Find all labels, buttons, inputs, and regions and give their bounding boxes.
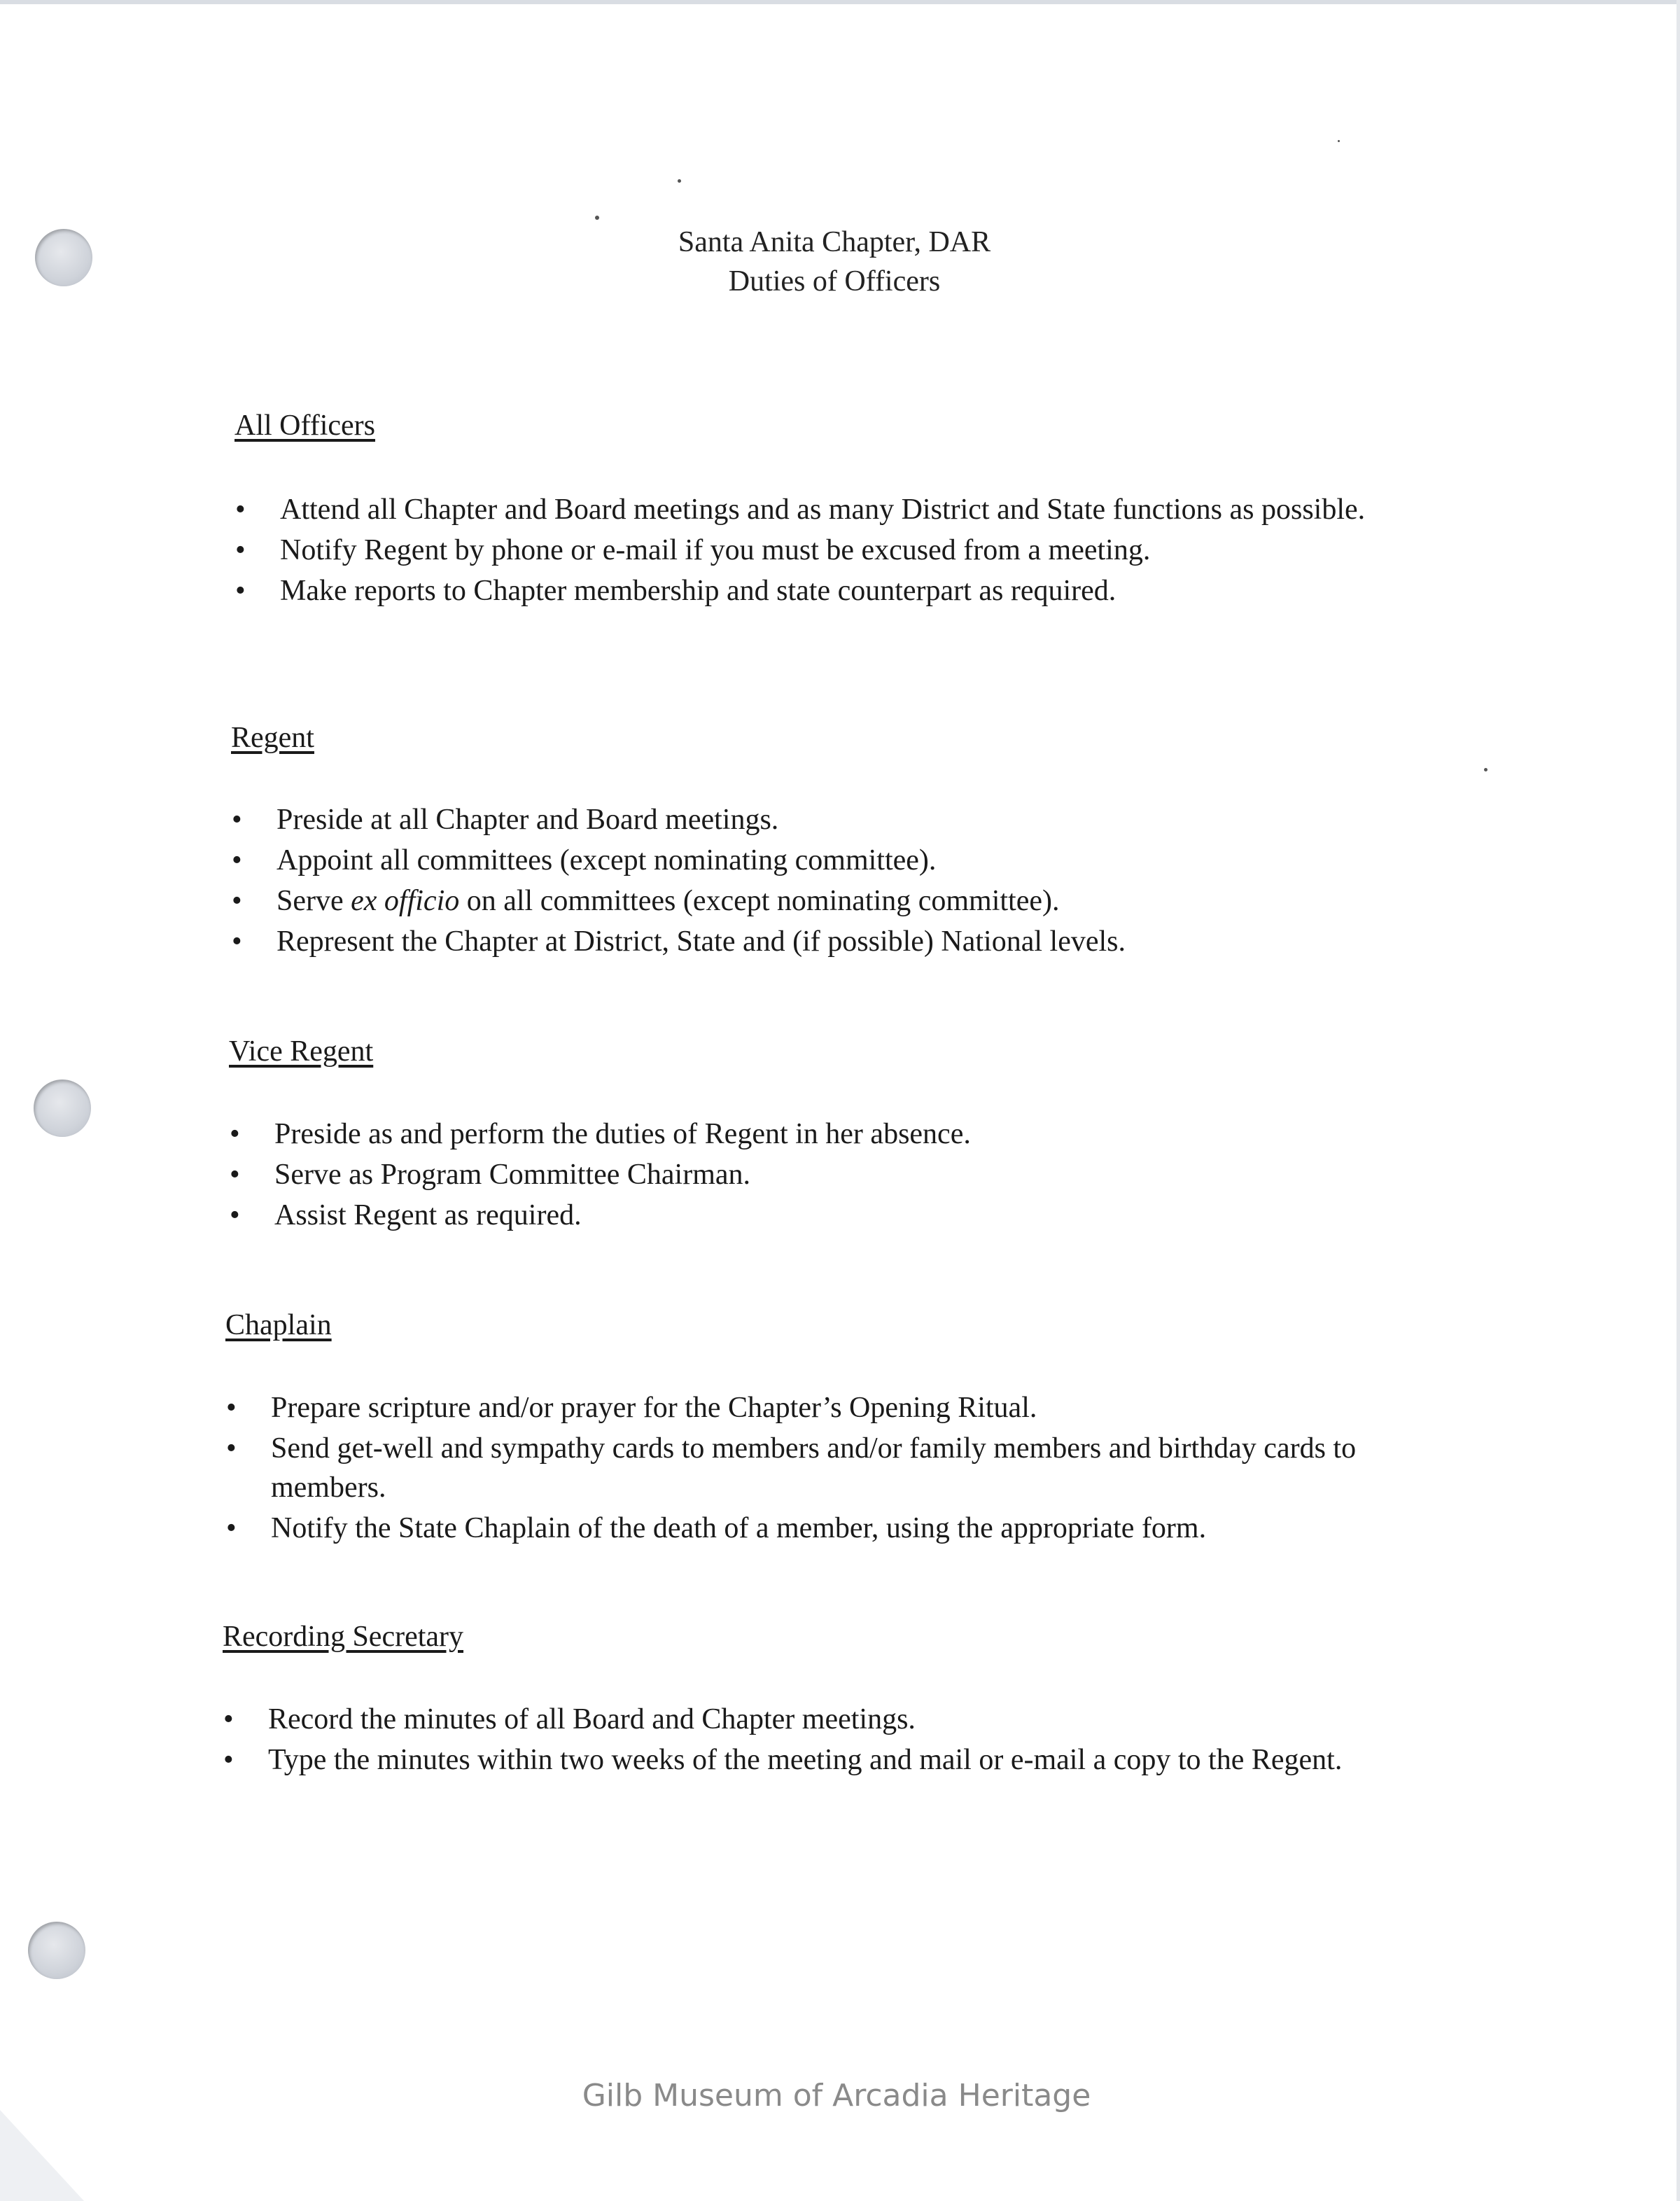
section-heading-recording-secretary: Recording Secretary <box>223 1621 464 1653</box>
section-heading-vice-regent: Vice Regent <box>229 1035 374 1068</box>
list-item: • Notify Regent by phone or e-mail if you must be excused from a meeting. <box>235 531 1397 570</box>
section-heading-regent: Regent <box>231 722 314 754</box>
vice-regent-list <box>230 1115 1392 1236</box>
folded-corner <box>0 2110 84 2201</box>
list-item: • Send get-well and sympathy cards to members and/or family members and birthday cards to members. <box>226 1429 1388 1507</box>
italic-phrase: ex officio <box>351 885 460 917</box>
list-item: • Appoint all committees (except nominating committee). <box>232 841 1394 880</box>
punch-hole <box>34 1079 91 1137</box>
scan-speck <box>1338 140 1340 142</box>
scan-speck <box>1484 768 1488 771</box>
regent-list <box>232 800 1394 963</box>
all-officers-list <box>235 490 1397 612</box>
list-item: • Serve as Program Committee Chairman. <box>230 1155 1392 1194</box>
scan-speck <box>678 179 681 183</box>
list-item: • Assist Regent as required. <box>230 1196 1392 1235</box>
list-item: • Preside at all Chapter and Board meetings. <box>232 800 1394 839</box>
scan-speck <box>595 216 599 220</box>
list-item: • Represent the Chapter at District, State and (if possible) National levels. <box>232 922 1394 961</box>
chaplain-list <box>226 1388 1388 1549</box>
recording-secretary-list <box>223 1700 1385 1781</box>
list-item: • Make reports to Chapter membership and state counterpart as required. <box>235 571 1397 610</box>
page-edge <box>1676 0 1680 2201</box>
list-item: • Notify the State Chaplain of the death of a member, using the appropriate form. <box>226 1509 1388 1548</box>
punch-hole <box>28 1922 85 1979</box>
title-line-1: Santa Anita Chapter, DAR <box>678 226 991 258</box>
list-item: • Attend all Chapter and Board meetings and as many District and State functions as possible. <box>235 490 1397 529</box>
section-heading-all-officers: All Officers <box>234 410 375 442</box>
page-edge <box>0 0 1680 4</box>
list-item: • Prepare scripture and/or prayer for the Chapter’s Opening Ritual. <box>226 1388 1388 1427</box>
section-heading-chaplain: Chaplain <box>225 1309 332 1341</box>
list-item: • Serve ex officio on all committees (except nominating committee). <box>232 881 1394 921</box>
list-item: • Preside as and perform the duties of Regent in her absence. <box>230 1115 1392 1154</box>
list-item: • Type the minutes within two weeks of the meeting and mail or e-mail a copy to the Regent. <box>223 1740 1385 1780</box>
list-item: • Record the minutes of all Board and Chapter meetings. <box>223 1700 1385 1739</box>
title-line-2: Duties of Officers <box>728 265 941 298</box>
museum-watermark: Gilb Museum of Arcadia Heritage <box>582 2078 1091 2113</box>
document-title <box>0 223 1669 301</box>
